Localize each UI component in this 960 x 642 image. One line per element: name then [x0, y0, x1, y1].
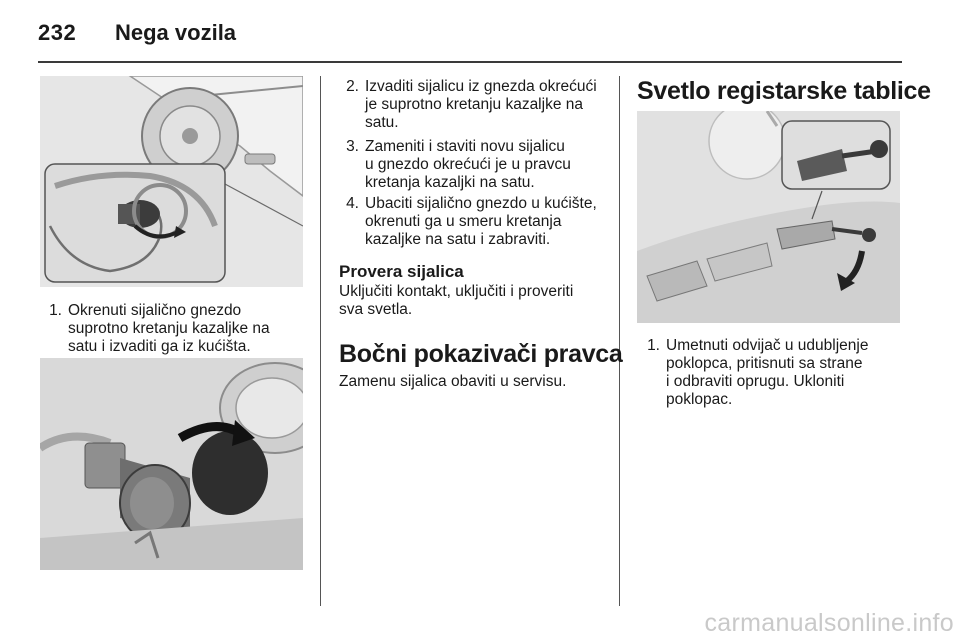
step-line: je suprotno kretanju kazaljke na [365, 96, 583, 113]
figure-license-plate-light [637, 111, 900, 323]
step-line: Okrenuti sijalično gnezdo [68, 302, 242, 319]
step-line: kazaljke na satu i zabraviti. [365, 231, 551, 248]
step-text [666, 337, 868, 409]
text-line: Uključiti kontakt, uključiti i proveriti [339, 283, 574, 300]
step-text [365, 138, 571, 192]
step-3-replace-bulb [339, 138, 614, 194]
step-line: Zameniti i staviti novu sijalicu [365, 138, 565, 155]
side-indicators-heading: Bočni pokazivači pravca [339, 340, 623, 368]
step-1-remove-cover [640, 337, 905, 417]
step-number: 3. [346, 138, 359, 155]
step-1-bulb-socket [42, 302, 312, 362]
page-title: Nega vozila [115, 20, 237, 45]
step-line: satu i izvaditi ga iz kućišta. [68, 338, 251, 355]
step-line: okrenuti ga u smeru kretanja [365, 213, 562, 230]
side-indicators-text: Zamenu sijalica obaviti u servisu. [339, 373, 567, 390]
step-line: Umetnuti odvijač u udubljenje [666, 337, 869, 354]
step-number: 1. [647, 337, 660, 354]
step-line: poklopac. [666, 391, 733, 408]
figure-bulb-socket-closeup [40, 358, 303, 570]
step-number: 2. [346, 78, 359, 95]
header-divider [38, 61, 902, 63]
watermark: carmanualsonline.info [704, 609, 954, 637]
step-text [68, 302, 270, 356]
step-4-insert-socket [339, 195, 614, 251]
step-line: poklopca, pritisnuti sa strane [666, 355, 863, 372]
bulb-check-heading: Provera sijalica [339, 262, 464, 281]
page-header [38, 10, 906, 60]
step-text [365, 195, 597, 249]
step-line: kretanja kazaljki na satu. [365, 174, 535, 191]
step-2-remove-bulb [339, 78, 614, 134]
figure-rear-lamp-overview [40, 76, 303, 287]
step-line: u gnezdo okrećući je u pravcu [365, 156, 571, 173]
step-line: i odbraviti oprugu. Ukloniti [666, 373, 845, 390]
text-line: sva svetla. [339, 301, 413, 318]
step-line: Ubaciti sijalično gnezdo u kućište, [365, 195, 597, 212]
page-number: 232 [38, 20, 77, 45]
step-line: suprotno kretanju kazaljke na [68, 320, 270, 337]
step-text [365, 78, 597, 132]
column-divider-left [320, 76, 321, 606]
step-number: 4. [346, 195, 359, 212]
step-line: Izvaditi sijalicu iz gnezda okrećući [365, 78, 597, 95]
bulb-check-text [339, 283, 614, 319]
step-number: 1. [49, 302, 62, 319]
license-plate-light-heading: Svetlo registarske tablice [637, 77, 931, 105]
step-line: satu. [365, 114, 399, 131]
